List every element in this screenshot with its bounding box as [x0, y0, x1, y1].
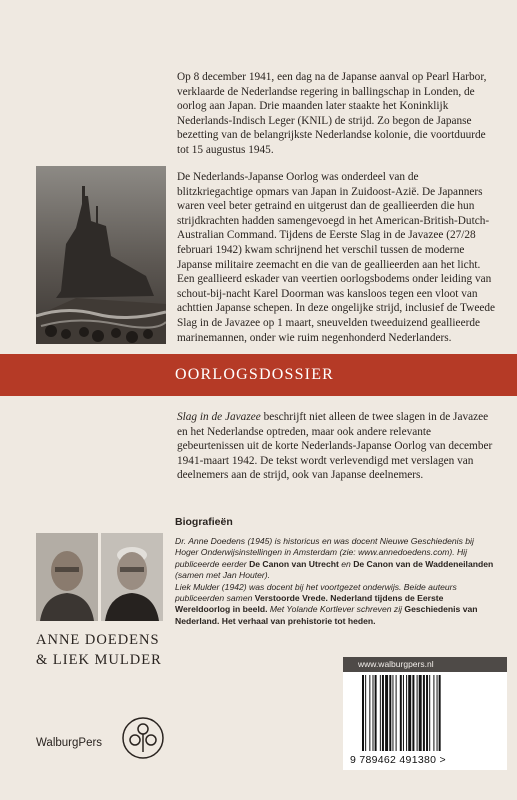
- isbn-barcode: [360, 675, 480, 751]
- bio-text: Met Yolande Kortlever schreven zij: [267, 604, 405, 615]
- bio-book-title: Verstoorde Vrede. Nederland tijdens de Eerste Wereldoorlog in beeld.: [175, 593, 444, 615]
- biography-text: [175, 536, 495, 627]
- summary-paragraph: [177, 410, 497, 483]
- bio-text: Liek Mulder (1942) was docent bij het voortgezet onderwijs. Beide auteurs publiceerden samen: [175, 581, 457, 604]
- publisher-name: WalburgPers: [36, 737, 103, 749]
- bio-text: (samen met Jan Houter).: [175, 570, 271, 581]
- bio-text: Dr. Anne Doedens (1945) is historicus en was docent Nieuwe Geschiedenis bij Hoger Onderwijsinstellingen in Amsterdam (zie: www.annedoedens.com). Hij publiceerde eerder: [175, 536, 474, 569]
- author-name: & LIEK MULDER: [36, 652, 162, 668]
- author-name: ANNE DOEDENS: [36, 632, 160, 648]
- war-paragraph: De Nederlands-Japanse Oorlog was onderdeel van de blitzkriegachtige opmars van Japan in Zuidoost-Azië. De Japanners waren veel beter getraind en uitgerust dan de geallieerden die hun strijdkrachten hadden samengevoegd in het American-British-Dutch-Australian Command. Tijdens de Eerste Slag in de Javazee (27/28 februari 1942) kwam schrijnend het verschil tussen de moderne Japanse militaire zeemacht en die van de geallieerden aan het licht. Een geallieerd eskader van veertien oorlogsbodems onder leiding van schout-bij-nacht Karel Doorman was kansloos tegen een vloot van achttien Japanse schepen. In deze ongelijke strijd, inclusief de Tweede Slag in de Javazee op 1 maart, sneuvelden tweeduizend geallieerde marinemannen, onder wie ruim negenhonderd Nederlanders.: [177, 171, 496, 344]
- biography-heading: Biografieën: [175, 516, 233, 528]
- series-title: OORLOGSDOSSIER: [175, 366, 335, 383]
- publisher-logo-icon: [121, 716, 165, 760]
- summary-text: beschrijft niet alleen de twee slagen in de Javazee en het Nederlandse optreden, maar ook andere relevante gebeurtenissen uit de korte Nederlands-Japanse Oorlog van december 1941-maart 1942. De tekst wordt verlevendigd met verslagen van deelnemers aan de strijd, ook van Japanse deelnemers.: [177, 411, 493, 482]
- author-names: [36, 630, 162, 670]
- bio-book-title: De Canon van Utrecht: [249, 558, 339, 569]
- warship-photo: [36, 166, 166, 344]
- author-photo-liek-mulder: [101, 533, 163, 621]
- book-title: Slag in de Javazee: [177, 411, 261, 423]
- author-photo-anne-doedens: [36, 533, 98, 621]
- publisher-website: www.walburgpers.nl: [358, 659, 434, 669]
- isbn-number: 9 789462 491380 >: [350, 754, 446, 766]
- intro-paragraph: Op 8 december 1941, een dag na de Japanse aanval op Pearl Harbor, verklaarde de Nederlandse regering in ballingschap in Londen, de oorlog aan Japan. Drie maanden later staakte het Koninklijk Nederlands-Indisch Leger (KNIL) de strijd. Zo begon de Japanse bezetting van de belangrijkste Nederlandse kolonie, die voortduurde tot 15 augustus 1945.: [177, 71, 487, 156]
- bio-text: en: [338, 558, 354, 569]
- bio-book-title: De Canon van de Waddeneilanden: [353, 558, 494, 569]
- bio-book-title: Geschiedenis van Nederland. Het verhaal van prehistorie tot heden.: [175, 604, 478, 626]
